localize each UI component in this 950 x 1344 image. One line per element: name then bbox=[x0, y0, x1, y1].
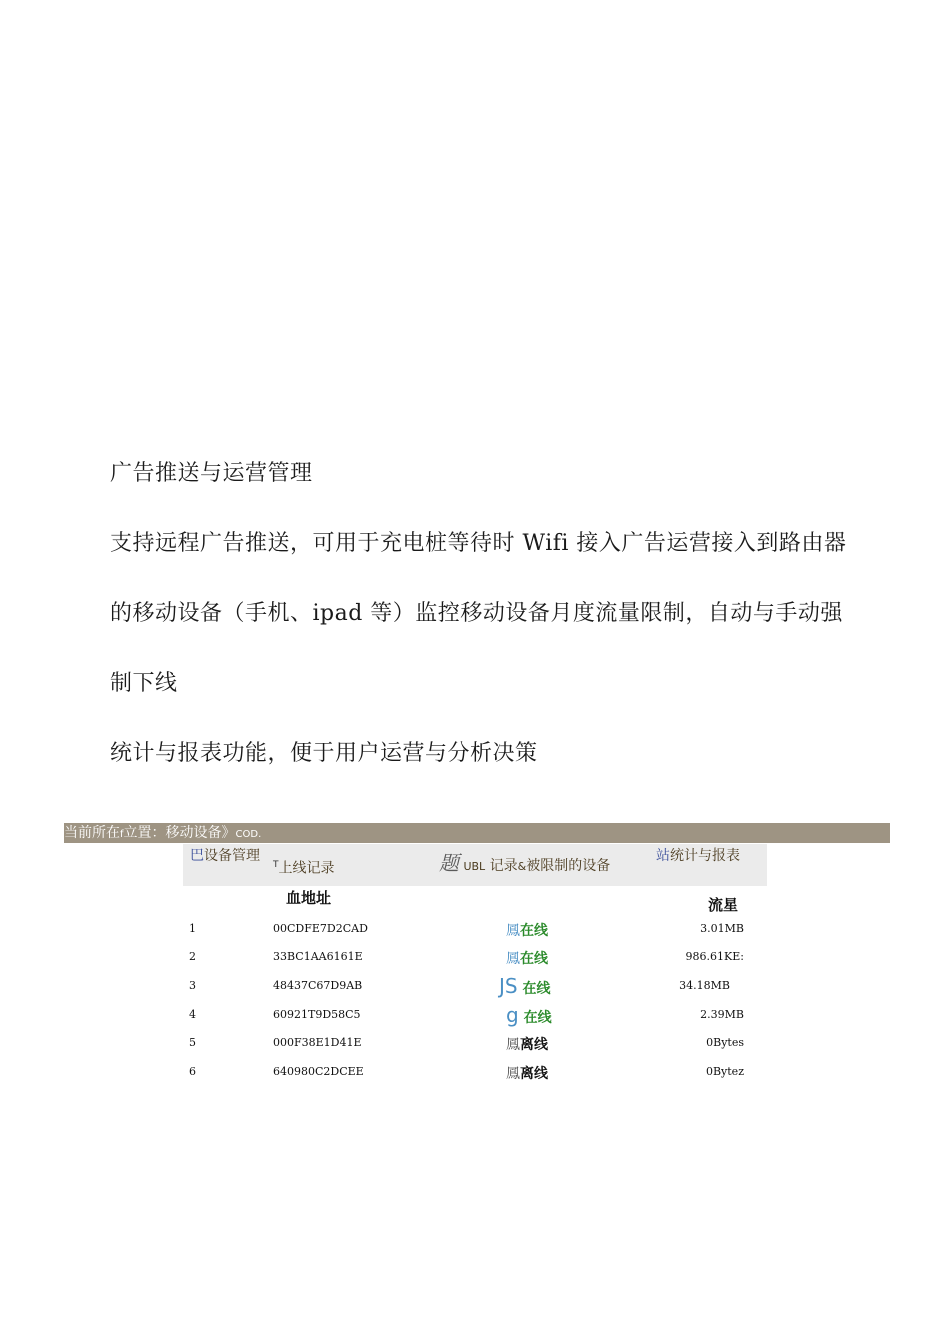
row-traffic: 2.39MB bbox=[700, 1008, 744, 1021]
body-line-2: 的移动设备（手机、ipad 等）监控移动设备月度流量限制，自动与手动强 bbox=[110, 601, 843, 626]
table-row[interactable] bbox=[0, 1036, 950, 1064]
breadcrumb bbox=[64, 823, 890, 843]
limit-label-2: 被限制的设备 bbox=[526, 858, 611, 874]
status-icon: 鳳 bbox=[506, 1066, 520, 1082]
status-icon: 鳳 bbox=[506, 1037, 520, 1053]
row-mac: 33BC1AA6161E bbox=[273, 950, 363, 963]
row-mac: 000F38E1D41E bbox=[273, 1036, 362, 1049]
tab-statistics[interactable] bbox=[656, 848, 756, 865]
row-index: 6 bbox=[189, 1065, 196, 1078]
row-status bbox=[506, 948, 548, 968]
row-index: 3 bbox=[189, 979, 196, 992]
status-text: 离线 bbox=[520, 1037, 548, 1053]
breadcrumb-location[interactable]: 立置：移动设备》 bbox=[123, 825, 236, 841]
row-mac: 48437C67D9AB bbox=[273, 979, 363, 992]
breadcrumb-small: f bbox=[120, 829, 124, 840]
tab-stats-label: 统计与报表 bbox=[670, 848, 740, 864]
tab-device-management[interactable] bbox=[190, 848, 260, 865]
row-status bbox=[506, 1003, 552, 1027]
status-text: 在线 bbox=[522, 981, 551, 997]
body-line-4: 统计与报表功能，便于用户运营与分析决策 bbox=[110, 741, 538, 766]
row-mac: 60921T9D58C5 bbox=[273, 1008, 361, 1021]
row-traffic: 986.61KE: bbox=[685, 950, 744, 963]
table-row[interactable] bbox=[0, 1003, 950, 1036]
row-status bbox=[506, 1034, 548, 1054]
breadcrumb-prefix: 当前所在 bbox=[64, 825, 120, 841]
limit-icon: 题 bbox=[439, 851, 459, 875]
row-traffic: 0Bytez bbox=[705, 1065, 744, 1078]
device-icon: 巴 bbox=[190, 848, 204, 864]
online-marker: T bbox=[273, 860, 279, 870]
status-icon: 鳳 bbox=[506, 923, 520, 939]
limit-amp: & bbox=[517, 860, 527, 873]
body-line-3: 制下线 bbox=[110, 671, 178, 696]
row-mac: 640980C2DCEE bbox=[273, 1065, 364, 1078]
table-row[interactable] bbox=[0, 922, 950, 950]
table-row[interactable] bbox=[0, 974, 950, 1007]
status-text: 在线 bbox=[523, 1010, 552, 1026]
tab-online-records[interactable] bbox=[273, 857, 335, 878]
row-status bbox=[506, 1063, 548, 1083]
row-mac: 00CDFE7D2CAD bbox=[273, 922, 368, 935]
table-row[interactable] bbox=[0, 1065, 950, 1093]
tab-online-label: 上线记录 bbox=[278, 860, 335, 877]
column-header-traffic: 流星 bbox=[708, 896, 739, 914]
stats-icon: 站 bbox=[656, 848, 670, 864]
row-status bbox=[506, 920, 548, 940]
row-status bbox=[499, 974, 550, 998]
row-index: 2 bbox=[189, 950, 196, 963]
section-heading: 广告推送与运营管理 bbox=[110, 461, 313, 486]
row-traffic: 0Bytes bbox=[706, 1036, 744, 1049]
row-traffic: 3.01MB bbox=[700, 922, 744, 935]
body-line-1: 支持远程广告推送，可用于充电桩等待时 Wifi 接入广告运营接入到路由器 bbox=[110, 531, 847, 556]
tab-bar bbox=[183, 844, 767, 886]
status-icon: 鳳 bbox=[506, 951, 520, 967]
status-icon: JS bbox=[499, 974, 518, 998]
row-traffic: 34.18MB bbox=[679, 979, 730, 992]
table-row[interactable] bbox=[0, 950, 950, 978]
row-index: 4 bbox=[189, 1008, 196, 1021]
status-text: 在线 bbox=[520, 951, 548, 967]
column-header-mac: 血地址 bbox=[286, 889, 332, 907]
row-index: 5 bbox=[189, 1036, 196, 1049]
tab-limited-devices[interactable] bbox=[439, 851, 611, 875]
status-icon: g bbox=[506, 1003, 519, 1027]
tab-device-label: 设备管理 bbox=[204, 848, 260, 864]
row-index: 1 bbox=[189, 922, 196, 935]
limit-small: UBL bbox=[463, 860, 486, 873]
status-text: 离线 bbox=[520, 1066, 548, 1082]
limit-label-1: 记录 bbox=[489, 858, 518, 874]
breadcrumb-suffix: COD. bbox=[235, 829, 262, 840]
status-text: 在线 bbox=[520, 923, 548, 939]
